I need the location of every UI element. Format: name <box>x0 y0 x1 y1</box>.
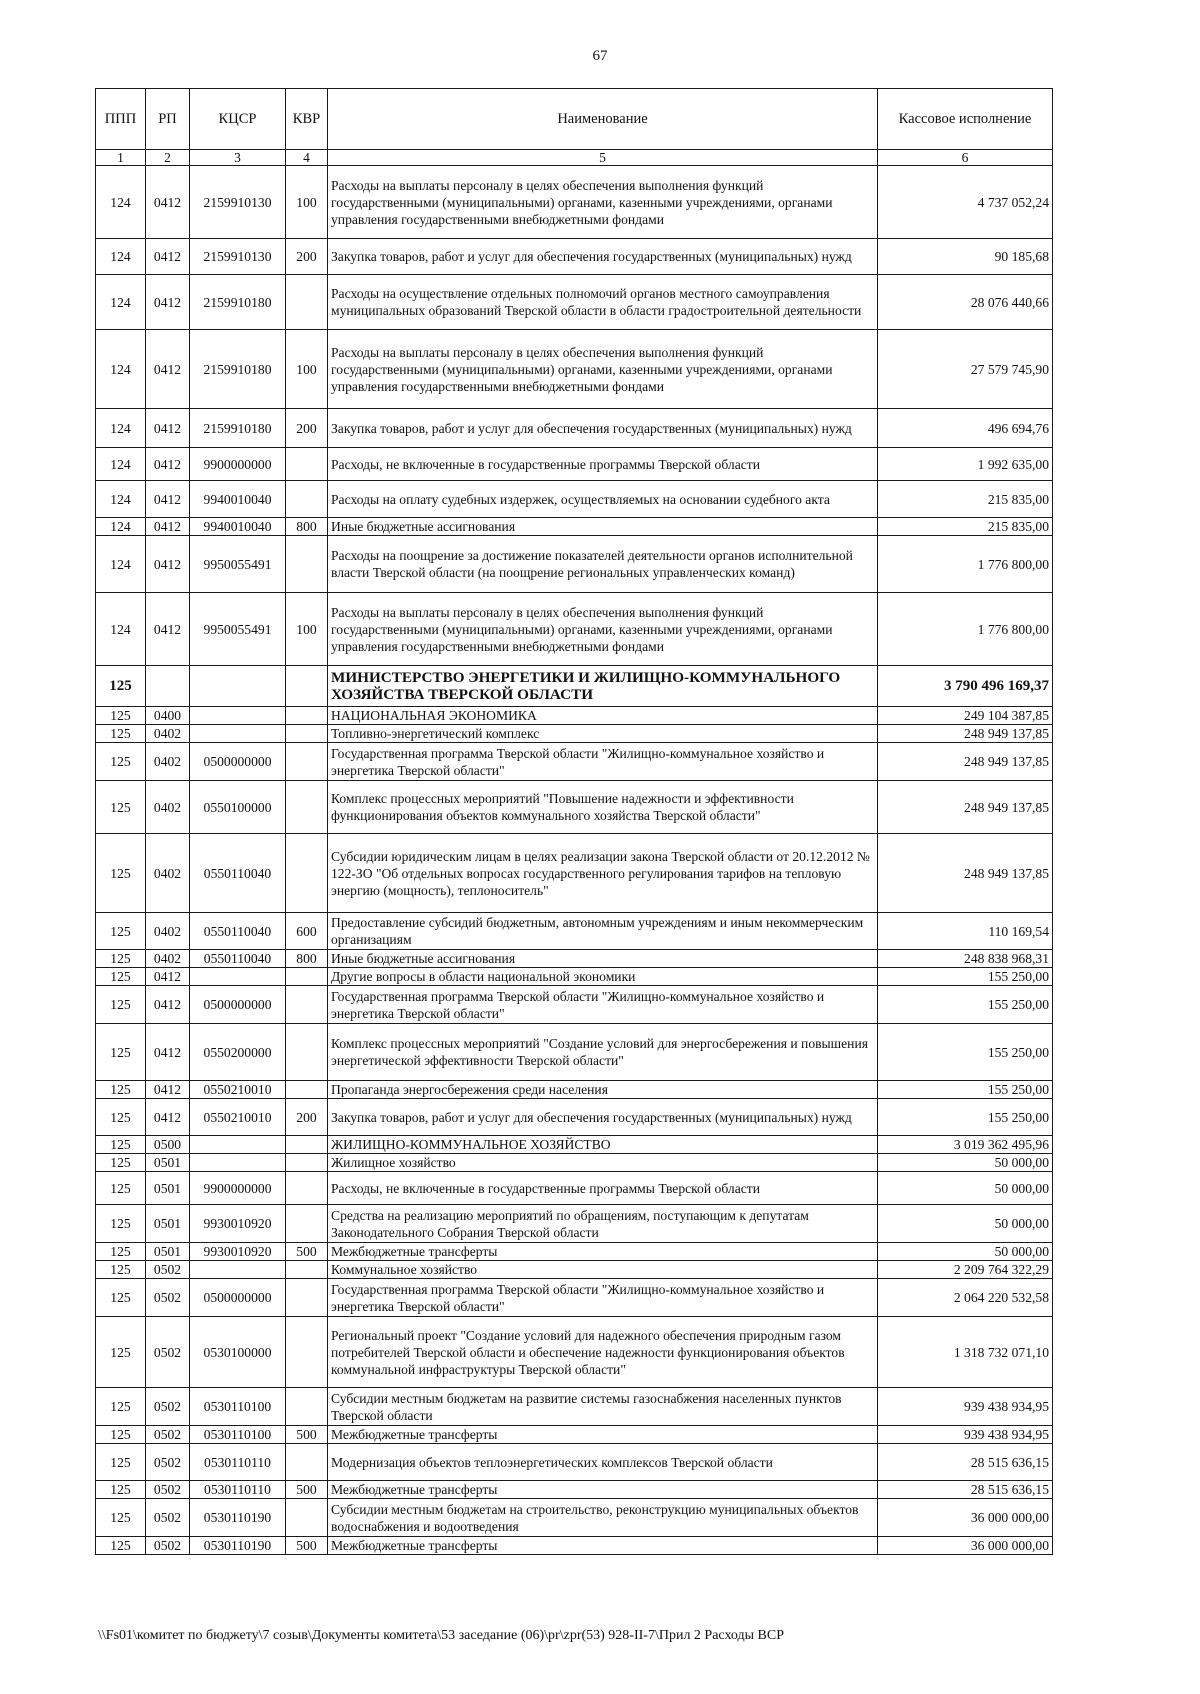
kvr-cell <box>286 986 328 1024</box>
kcsr-cell: 0550200000 <box>190 1024 286 1081</box>
kvr-cell: 200 <box>286 239 328 275</box>
ppp-cell: 125 <box>96 1154 146 1172</box>
kcsr-cell: 0550110040 <box>190 950 286 968</box>
ppp-cell: 125 <box>96 1499 146 1537</box>
table-row <box>96 166 1053 239</box>
name-cell: Комплекс процессных мероприятий "Создание условий для энергосбережения и повышения энергетической эффективности Тверской области" <box>328 1024 878 1081</box>
ppp-cell: 125 <box>96 1444 146 1481</box>
kvr-cell <box>286 666 328 707</box>
rp-cell: 0502 <box>146 1261 190 1279</box>
amount-cell: 50 000,00 <box>878 1205 1053 1243</box>
kvr-cell <box>286 448 328 481</box>
rp-cell: 0412 <box>146 330 190 409</box>
name-cell: Комплекс процессных мероприятий "Повышение надежности и эффективности функционирования объектов коммунального хозяйства Тверской области" <box>328 781 878 834</box>
kvr-cell: 600 <box>286 913 328 950</box>
rp-cell: 0412 <box>146 1024 190 1081</box>
table-row <box>96 536 1053 593</box>
amount-cell: 155 250,00 <box>878 1099 1053 1136</box>
kvr-cell <box>286 968 328 986</box>
ppp-cell: 125 <box>96 834 146 913</box>
rp-cell: 0501 <box>146 1154 190 1172</box>
kvr-cell <box>286 707 328 725</box>
ppp-cell: 124 <box>96 239 146 275</box>
ppp-cell: 125 <box>96 1205 146 1243</box>
name-cell: Субсидии юридическим лицам в целях реализации закона Тверской области от 20.12.2012 № 122-ЗО "Об отдельных вопросах государственного регулирования тарифов на тепловую энергию (мощность), теплоноситель" <box>328 834 878 913</box>
kvr-cell <box>286 275 328 330</box>
name-cell: Субсидии местным бюджетам на развитие системы газоснабжения населенных пунктов Тверской области <box>328 1388 878 1426</box>
ppp-cell: 125 <box>96 1481 146 1499</box>
name-cell: Предоставление субсидий бюджетным, автономным учреждениям и иным некоммерческим организациям <box>328 913 878 950</box>
kcsr-cell: 0530110190 <box>190 1537 286 1555</box>
kcsr-cell <box>190 968 286 986</box>
amount-cell: 1 776 800,00 <box>878 593 1053 666</box>
ppp-cell: 124 <box>96 448 146 481</box>
amount-cell: 90 185,68 <box>878 239 1053 275</box>
kvr-cell: 800 <box>286 950 328 968</box>
rp-cell: 0412 <box>146 968 190 986</box>
rp-cell: 0412 <box>146 986 190 1024</box>
rp-cell: 0502 <box>146 1426 190 1444</box>
kvr-cell <box>286 1444 328 1481</box>
column-number: 1 <box>96 150 146 166</box>
name-cell: Пропаганда энергосбережения среди населения <box>328 1081 878 1099</box>
ppp-cell: 125 <box>96 950 146 968</box>
header-kcsr: КЦСР <box>190 89 286 150</box>
name-cell: Модернизация объектов теплоэнергетических комплексов Тверской области <box>328 1444 878 1481</box>
table-row <box>96 913 1053 950</box>
ppp-cell: 125 <box>96 707 146 725</box>
rp-cell: 0402 <box>146 834 190 913</box>
table-row <box>96 1537 1053 1555</box>
name-cell: Средства на реализацию мероприятий по обращениям, поступающим к депутатам Законодательного Собрания Тверской области <box>328 1205 878 1243</box>
name-cell: Государственная программа Тверской области "Жилищно-коммунальное хозяйство и энергетика Тверской области" <box>328 986 878 1024</box>
name-cell: НАЦИОНАЛЬНАЯ ЭКОНОМИКА <box>328 707 878 725</box>
kcsr-cell: 0530110100 <box>190 1426 286 1444</box>
rp-cell: 0502 <box>146 1499 190 1537</box>
amount-cell: 2 209 764 322,29 <box>878 1261 1053 1279</box>
kcsr-cell: 0550110040 <box>190 834 286 913</box>
ppp-cell: 124 <box>96 536 146 593</box>
column-number: 3 <box>190 150 286 166</box>
amount-cell: 1 318 732 071,10 <box>878 1317 1053 1388</box>
table-row <box>96 707 1053 725</box>
ppp-cell: 125 <box>96 1537 146 1555</box>
amount-cell: 248 949 137,85 <box>878 834 1053 913</box>
ppp-cell: 124 <box>96 593 146 666</box>
kcsr-cell <box>190 1136 286 1154</box>
ppp-cell: 125 <box>96 986 146 1024</box>
kcsr-cell: 9930010920 <box>190 1243 286 1261</box>
table-row <box>96 986 1053 1024</box>
table-row <box>96 1261 1053 1279</box>
kvr-cell <box>286 834 328 913</box>
amount-cell: 155 250,00 <box>878 1024 1053 1081</box>
ppp-cell: 125 <box>96 1279 146 1317</box>
name-cell: Расходы на поощрение за достижение показателей деятельности органов исполнительной власти Тверской области (на поощрение региональных управленческих команд) <box>328 536 878 593</box>
table-row <box>96 1444 1053 1481</box>
kcsr-cell <box>190 1261 286 1279</box>
name-cell: Расходы, не включенные в государственные программы Тверской области <box>328 1172 878 1205</box>
table-row <box>96 1172 1053 1205</box>
rp-cell: 0402 <box>146 725 190 743</box>
ppp-cell: 125 <box>96 968 146 986</box>
kcsr-cell <box>190 1154 286 1172</box>
kcsr-cell <box>190 725 286 743</box>
name-cell: Иные бюджетные ассигнования <box>328 950 878 968</box>
ppp-cell: 125 <box>96 1081 146 1099</box>
rp-cell: 0502 <box>146 1317 190 1388</box>
kvr-cell: 100 <box>286 330 328 409</box>
rp-cell: 0402 <box>146 781 190 834</box>
column-number: 2 <box>146 150 190 166</box>
name-cell: Межбюджетные трансферты <box>328 1481 878 1499</box>
rp-cell: 0402 <box>146 950 190 968</box>
amount-cell: 28 515 636,15 <box>878 1481 1053 1499</box>
rp-cell: 0500 <box>146 1136 190 1154</box>
table-row <box>96 275 1053 330</box>
ppp-cell: 124 <box>96 330 146 409</box>
kvr-cell: 200 <box>286 1099 328 1136</box>
amount-cell: 248 949 137,85 <box>878 781 1053 834</box>
table-row <box>96 448 1053 481</box>
amount-cell: 248 949 137,85 <box>878 725 1053 743</box>
amount-cell: 215 835,00 <box>878 481 1053 518</box>
amount-cell: 3 790 496 169,37 <box>878 666 1053 707</box>
amount-cell: 2 064 220 532,58 <box>878 1279 1053 1317</box>
header-rp: РП <box>146 89 190 150</box>
kcsr-cell: 0500000000 <box>190 986 286 1024</box>
kvr-cell <box>286 1024 328 1081</box>
table-row <box>96 1136 1053 1154</box>
amount-cell: 36 000 000,00 <box>878 1537 1053 1555</box>
amount-cell: 1 776 800,00 <box>878 536 1053 593</box>
ppp-cell: 125 <box>96 1388 146 1426</box>
ppp-cell: 125 <box>96 1136 146 1154</box>
rp-cell: 0412 <box>146 239 190 275</box>
table-row <box>96 666 1053 707</box>
kvr-cell: 100 <box>286 166 328 239</box>
kvr-cell <box>286 743 328 781</box>
kvr-cell: 500 <box>286 1481 328 1499</box>
table-row <box>96 1081 1053 1099</box>
table-row <box>96 834 1053 913</box>
budget-expenditure-table <box>95 88 1053 1555</box>
rp-cell: 0501 <box>146 1243 190 1261</box>
rp-cell: 0412 <box>146 275 190 330</box>
kcsr-cell: 0550100000 <box>190 781 286 834</box>
name-cell: МИНИСТЕРСТВО ЭНЕРГЕТИКИ И ЖИЛИЩНО-КОММУНАЛЬНОГО ХОЗЯЙСТВА ТВЕРСКОЙ ОБЛАСТИ <box>328 666 878 707</box>
name-cell: Расходы на выплаты персоналу в целях обеспечения выполнения функций государственными (муниципальными) органами, казенными учреждениями, органами управления государственными внебюджетными фондами <box>328 593 878 666</box>
rp-cell: 0502 <box>146 1388 190 1426</box>
kcsr-cell: 9940010040 <box>190 481 286 518</box>
kcsr-cell: 0500000000 <box>190 743 286 781</box>
table-row <box>96 743 1053 781</box>
column-number: 5 <box>328 150 878 166</box>
kcsr-cell: 9950055491 <box>190 536 286 593</box>
kvr-cell <box>286 1172 328 1205</box>
table-row <box>96 1388 1053 1426</box>
amount-cell: 4 737 052,24 <box>878 166 1053 239</box>
ppp-cell: 125 <box>96 781 146 834</box>
table-row <box>96 1024 1053 1081</box>
rp-cell: 0502 <box>146 1279 190 1317</box>
table-row <box>96 950 1053 968</box>
ppp-cell: 124 <box>96 409 146 448</box>
header-kvr: КВР <box>286 89 328 150</box>
rp-cell: 0400 <box>146 707 190 725</box>
rp-cell: 0412 <box>146 593 190 666</box>
header-ppp: ППП <box>96 89 146 150</box>
table-row <box>96 1279 1053 1317</box>
column-number: 4 <box>286 150 328 166</box>
rp-cell: 0402 <box>146 913 190 950</box>
table-row <box>96 481 1053 518</box>
table-row <box>96 1099 1053 1136</box>
name-cell: Государственная программа Тверской области "Жилищно-коммунальное хозяйство и энергетика Тверской области" <box>328 1279 878 1317</box>
amount-cell: 50 000,00 <box>878 1172 1053 1205</box>
table-row <box>96 409 1053 448</box>
kvr-cell: 100 <box>286 593 328 666</box>
name-cell: Жилищное хозяйство <box>328 1154 878 1172</box>
header-amount: Кассовое исполнение <box>878 89 1053 150</box>
kvr-cell <box>286 1205 328 1243</box>
table-row <box>96 968 1053 986</box>
header-name: Наименование <box>328 89 878 150</box>
table-row <box>96 1481 1053 1499</box>
amount-cell: 28 076 440,66 <box>878 275 1053 330</box>
rp-cell: 0412 <box>146 409 190 448</box>
amount-cell: 155 250,00 <box>878 986 1053 1024</box>
rp-cell: 0412 <box>146 448 190 481</box>
kcsr-cell: 0530100000 <box>190 1317 286 1388</box>
page-number: 67 <box>592 48 608 64</box>
kcsr-cell: 0550210010 <box>190 1081 286 1099</box>
kvr-cell <box>286 481 328 518</box>
kvr-cell <box>286 781 328 834</box>
name-cell: Расходы на оплату судебных издержек, осуществляемых на основании судебного акта <box>328 481 878 518</box>
name-cell: Закупка товаров, работ и услуг для обеспечения государственных (муниципальных) нужд <box>328 1099 878 1136</box>
table-row <box>96 1317 1053 1388</box>
kcsr-cell: 0500000000 <box>190 1279 286 1317</box>
kvr-cell <box>286 1154 328 1172</box>
kcsr-cell: 0550210010 <box>190 1099 286 1136</box>
ppp-cell: 125 <box>96 1317 146 1388</box>
table-row <box>96 1499 1053 1537</box>
amount-cell: 248 949 137,85 <box>878 743 1053 781</box>
kcsr-cell: 2159910180 <box>190 409 286 448</box>
name-cell: Расходы на выплаты персоналу в целях обеспечения выполнения функций государственными (муниципальными) органами, казенными учреждениями, органами управления государственными внебюджетными фондами <box>328 166 878 239</box>
name-cell: Расходы на выплаты персоналу в целях обеспечения выполнения функций государственными (муниципальными) органами, казенными учреждениями, органами управления государственными внебюджетными фондами <box>328 330 878 409</box>
table-row <box>96 239 1053 275</box>
amount-cell: 50 000,00 <box>878 1243 1053 1261</box>
ppp-cell: 124 <box>96 166 146 239</box>
name-cell: Расходы, не включенные в государственные программы Тверской области <box>328 448 878 481</box>
rp-cell <box>146 666 190 707</box>
name-cell: Межбюджетные трансферты <box>328 1426 878 1444</box>
kvr-cell <box>286 1388 328 1426</box>
ppp-cell: 125 <box>96 725 146 743</box>
table-row <box>96 330 1053 409</box>
name-cell: Иные бюджетные ассигнования <box>328 518 878 536</box>
table-row <box>96 1205 1053 1243</box>
table-row <box>96 593 1053 666</box>
kcsr-cell: 2159910130 <box>190 239 286 275</box>
kvr-cell <box>286 1499 328 1537</box>
kvr-cell <box>286 1081 328 1099</box>
rp-cell: 0412 <box>146 1081 190 1099</box>
kcsr-cell: 0550110040 <box>190 913 286 950</box>
amount-cell: 939 438 934,95 <box>878 1388 1053 1426</box>
ppp-cell: 125 <box>96 1172 146 1205</box>
kvr-cell <box>286 1261 328 1279</box>
kcsr-cell: 0530110110 <box>190 1444 286 1481</box>
amount-cell: 28 515 636,15 <box>878 1444 1053 1481</box>
kcsr-cell: 9900000000 <box>190 448 286 481</box>
name-cell: Государственная программа Тверской области "Жилищно-коммунальное хозяйство и энергетика Тверской области" <box>328 743 878 781</box>
name-cell: Закупка товаров, работ и услуг для обеспечения государственных (муниципальных) нужд <box>328 409 878 448</box>
kcsr-cell: 9930010920 <box>190 1205 286 1243</box>
kcsr-cell: 2159910180 <box>190 275 286 330</box>
ppp-cell: 125 <box>96 1426 146 1444</box>
kcsr-cell: 9900000000 <box>190 1172 286 1205</box>
table-row <box>96 725 1053 743</box>
kcsr-cell: 0530110190 <box>190 1499 286 1537</box>
ppp-cell: 125 <box>96 666 146 707</box>
kvr-cell <box>286 1279 328 1317</box>
table-row <box>96 1426 1053 1444</box>
rp-cell: 0502 <box>146 1444 190 1481</box>
kcsr-cell: 2159910130 <box>190 166 286 239</box>
column-number-row <box>96 150 1053 166</box>
kcsr-cell: 0530110110 <box>190 1481 286 1499</box>
amount-cell: 496 694,76 <box>878 409 1053 448</box>
ppp-cell: 125 <box>96 1024 146 1081</box>
name-cell: Коммунальное хозяйство <box>328 1261 878 1279</box>
name-cell: Топливно-энергетический комплекс <box>328 725 878 743</box>
rp-cell: 0502 <box>146 1537 190 1555</box>
kvr-cell <box>286 1136 328 1154</box>
amount-cell: 249 104 387,85 <box>878 707 1053 725</box>
amount-cell: 939 438 934,95 <box>878 1426 1053 1444</box>
amount-cell: 110 169,54 <box>878 913 1053 950</box>
table-row <box>96 1154 1053 1172</box>
kvr-cell: 800 <box>286 518 328 536</box>
ppp-cell: 124 <box>96 275 146 330</box>
amount-cell: 50 000,00 <box>878 1154 1053 1172</box>
kcsr-cell: 9950055491 <box>190 593 286 666</box>
rp-cell: 0402 <box>146 743 190 781</box>
rp-cell: 0412 <box>146 518 190 536</box>
amount-cell: 27 579 745,90 <box>878 330 1053 409</box>
kcsr-cell <box>190 707 286 725</box>
ppp-cell: 125 <box>96 1243 146 1261</box>
rp-cell: 0412 <box>146 481 190 518</box>
ppp-cell: 125 <box>96 1099 146 1136</box>
kcsr-cell: 9940010040 <box>190 518 286 536</box>
rp-cell: 0412 <box>146 1099 190 1136</box>
name-cell: Другие вопросы в области национальной экономики <box>328 968 878 986</box>
name-cell: Межбюджетные трансферты <box>328 1243 878 1261</box>
amount-cell: 248 838 968,31 <box>878 950 1053 968</box>
name-cell: ЖИЛИЩНО-КОММУНАЛЬНОЕ ХОЗЯЙСТВО <box>328 1136 878 1154</box>
amount-cell: 36 000 000,00 <box>878 1499 1053 1537</box>
amount-cell: 215 835,00 <box>878 518 1053 536</box>
footer-file-path: \\Fs01\комитет по бюджету\7 созыв\Документы комитета\53 заседание (06)\pr\zpr(53) 928-II-7\Прил 2 Расходы ВСР <box>98 1628 785 1643</box>
table-row <box>96 518 1053 536</box>
rp-cell: 0501 <box>146 1172 190 1205</box>
kvr-cell: 500 <box>286 1243 328 1261</box>
kvr-cell <box>286 725 328 743</box>
ppp-cell: 125 <box>96 743 146 781</box>
kvr-cell <box>286 536 328 593</box>
ppp-cell: 124 <box>96 518 146 536</box>
name-cell: Межбюджетные трансферты <box>328 1537 878 1555</box>
kvr-cell: 500 <box>286 1426 328 1444</box>
name-cell: Расходы на осуществление отдельных полномочий органов местного самоуправления муниципальных образований Тверской области в области градостроительной деятельности <box>328 275 878 330</box>
amount-cell: 155 250,00 <box>878 1081 1053 1099</box>
table-row <box>96 781 1053 834</box>
kcsr-cell <box>190 666 286 707</box>
kvr-cell <box>286 1317 328 1388</box>
ppp-cell: 125 <box>96 913 146 950</box>
kcsr-cell: 2159910180 <box>190 330 286 409</box>
name-cell: Региональный проект "Создание условий для надежного обеспечения природным газом потребителей Тверской области и обеспечение надежности функционирования объектов коммунальной инфраструктуры Тверской области" <box>328 1317 878 1388</box>
header-row <box>96 89 1053 150</box>
amount-cell: 1 992 635,00 <box>878 448 1053 481</box>
name-cell: Закупка товаров, работ и услуг для обеспечения государственных (муниципальных) нужд <box>328 239 878 275</box>
amount-cell: 3 019 362 495,96 <box>878 1136 1053 1154</box>
kvr-cell: 200 <box>286 409 328 448</box>
amount-cell: 155 250,00 <box>878 968 1053 986</box>
ppp-cell: 125 <box>96 1261 146 1279</box>
ppp-cell: 124 <box>96 481 146 518</box>
name-cell: Субсидии местным бюджетам на строительство, реконструкцию муниципальных объектов водоснабжения и водоотведения <box>328 1499 878 1537</box>
rp-cell: 0501 <box>146 1205 190 1243</box>
rp-cell: 0412 <box>146 166 190 239</box>
kcsr-cell: 0530110100 <box>190 1388 286 1426</box>
rp-cell: 0412 <box>146 536 190 593</box>
table-row <box>96 1243 1053 1261</box>
kvr-cell: 500 <box>286 1537 328 1555</box>
column-number: 6 <box>878 150 1053 166</box>
rp-cell: 0502 <box>146 1481 190 1499</box>
